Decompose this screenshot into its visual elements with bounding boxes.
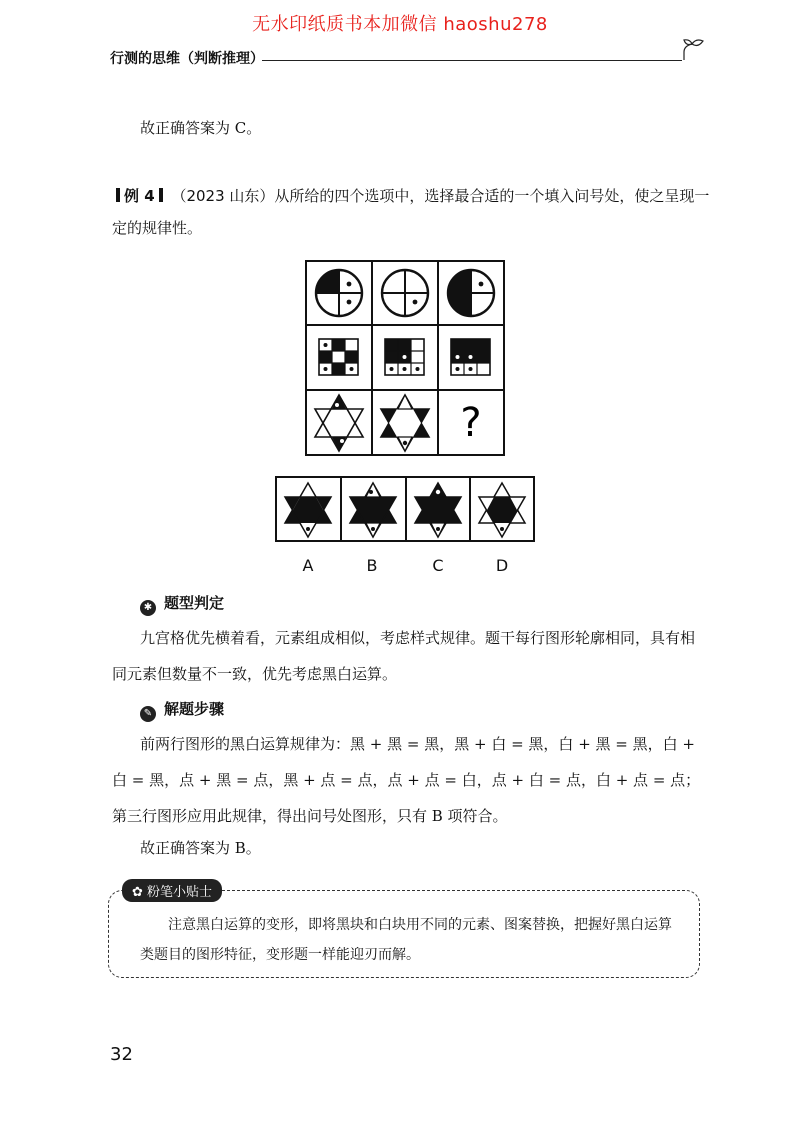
previous-answer: 故正确答案为 C。 (140, 119, 262, 137)
option-label-b: B (366, 556, 378, 575)
tip-label (122, 879, 222, 902)
option-label-a: A (302, 556, 314, 575)
grid-cell-r1c1 (316, 270, 362, 316)
sprout-icon (680, 38, 706, 62)
tip-label-text: 粉笔小贴士 (147, 885, 213, 900)
section-question-type-text: 九宫格优先横着看，元素组成相似，考虑样式规律。题干每行图形轮廓相同，具有相同元素但数量不一致，优先考虑黑白运算。 (112, 629, 696, 683)
option-label-d: D (495, 556, 509, 575)
section-question-type (140, 592, 224, 616)
puzzle-grid (305, 260, 505, 456)
option-label-c: C (432, 556, 444, 575)
example-bar-left (116, 188, 120, 202)
final-answer: 故正确答案为 B。 (140, 839, 261, 857)
grid-cell-r1c2 (382, 270, 428, 316)
example-bar-right (159, 188, 163, 202)
section-solution-steps (140, 698, 224, 722)
example-question (112, 180, 712, 244)
answer-options (275, 476, 535, 542)
grid-cell-r2c2 (385, 339, 424, 375)
grid-cell-r2c1 (319, 339, 358, 375)
header-rule (262, 60, 682, 61)
lightbulb-icon: ✱ (140, 600, 156, 616)
example-question-text: 从所给的四个选项中，选择最合适的一个填入问号处，使之呈现一定的规律性。 (112, 187, 710, 237)
grid-cell-r1c3 (448, 270, 494, 316)
watermark-text: 无水印纸质书本加微信 haoshu278 (252, 14, 548, 35)
pen-icon: ✎ (140, 706, 156, 722)
unknown-cell-mark: ? (460, 400, 482, 446)
example-label: 例 4 (124, 187, 155, 205)
grid-cell-r2c3 (451, 339, 490, 375)
section-solution-steps-title: 解题步骤 (164, 700, 225, 718)
section-solution-steps-text: 前两行图形的黑白运算规律为：黑 + 黑 = 黑，黑 + 白 = 黑，白 + 黑 = 黑，白 + 白 = 黑，点 + 黑 = 点，黑 + 点 = 点，点 + 点 = 白，点 + 白 = 点，白 + 点 = 点；第三行图形应用此规律，得出问号处图形，只有 B 项符合。 (112, 735, 701, 825)
running-header-title: 行测的思维（判断推理） (110, 51, 264, 67)
page-number: 32 (110, 1044, 133, 1065)
tip-text: 注意黑白运算的变形，即将黑块和白块用不同的元素、图案替换，把握好黑白运算类题目的图形特征，变形题一样能迎刃而解。 (140, 917, 672, 963)
example-source: （2023 山东） (171, 187, 275, 205)
sprout-small-icon: ✿ (132, 885, 148, 900)
section-question-type-title: 题型判定 (164, 594, 225, 612)
